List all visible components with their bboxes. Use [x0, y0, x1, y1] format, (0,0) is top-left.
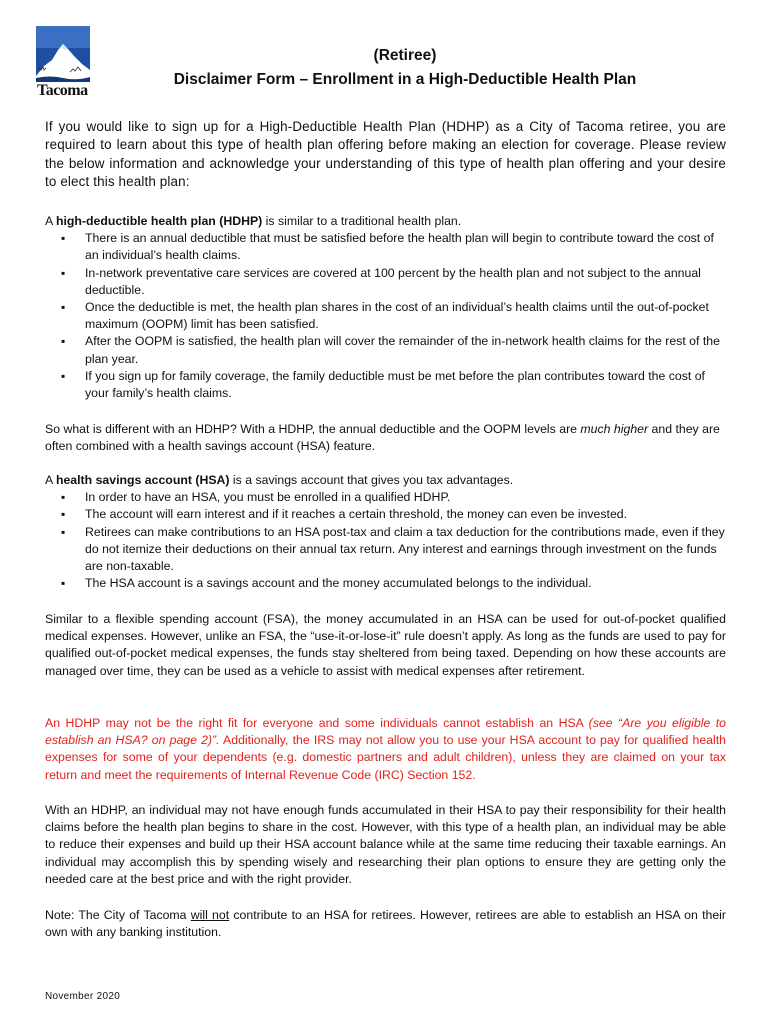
intro-paragraph: If you would like to sign up for a High-Deductible Health Plan (HDHP) as a City of Tacoma retiree, you are required to learn about this type of health plan offering before making an election for coverage. Please review the below information and acknowledge your understanding of this type of health plan offering and your desire to elect this health plan: [45, 119, 726, 189]
note-text-1: Note: The City of Tacoma [45, 908, 191, 922]
hdhp-lead-term: high-deductible health plan (HDHP) [55, 214, 263, 228]
hsa-bullet-list [45, 489, 726, 592]
list-item: ▪ If you sign up for family coverage, the family deductible must be met before the plan contributes toward the cost of your family’s health claims. [45, 368, 726, 402]
difference-paragraph [45, 421, 726, 455]
list-item: ▪ In order to have an HSA, you must be enrolled in a qualified HDHP. [45, 489, 726, 506]
title-line-1: (Retiree) [373, 47, 437, 64]
hsa-lead-term: health savings account (HSA) [55, 473, 230, 487]
warning-reference: (see “Are you eligible to establish an HSA? on page 2)”. [45, 716, 726, 748]
logo-wordmark: Tacoma [37, 82, 88, 99]
hsa-section [45, 472, 726, 592]
list-item: ▪ After the OOPM is satisfied, the health plan will cover the remainder of the in-network health claims for the rest of the plan year. [45, 333, 726, 367]
hdhp-lead-suffix: is similar to a traditional health plan. [262, 214, 462, 228]
note-text-2: contribute to an HSA for retirees. However, retirees are able to establish an HSA on their own with any banking institution. [45, 908, 726, 940]
list-item: ▪ Once the deductible is met, the health plan shares in the cost of an individual’s health claims until the out-of-pocket maximum (OOPM) limit has been satisfied. [45, 299, 726, 333]
note-emphasis: will not [190, 908, 230, 922]
list-item: ▪ Retirees can make contributions to an HSA post-tax and claim a tax deduction for the contributions made, even if they do not itemize their deductions on their annual tax return. Any interest and earnings through investment on the funds are non-taxable. [45, 524, 726, 576]
eligibility-warning [45, 715, 726, 784]
hsa-lead-prefix: A [45, 473, 56, 487]
hsa-lead [45, 472, 726, 489]
difference-emphasis: much higher [580, 422, 649, 436]
list-item: ▪ The account will earn interest and if it reaches a certain threshold, the money can even be invested. [45, 506, 726, 523]
list-item: ▪ There is an annual deductible that must be satisfied before the health plan will begin to contribute toward the cost of an individual’s health claims. [45, 230, 726, 264]
note-paragraph [45, 907, 726, 941]
hdhp-bullet-list [45, 230, 726, 402]
warning-text-2: Additionally, the IRS may not allow you to use your HSA account to pay for qualified health expenses for some of your dependents (e.g. domestic partners and adult children), unless they are claimed on your tax return and meet the requirements of Internal Revenue Code (IRC) Section 152. [45, 733, 726, 782]
difference-text-2: and they are often combined with a health savings account (HSA) feature. [45, 422, 720, 454]
fsa-paragraph: Similar to a flexible spending account (FSA), the money accumulated in an HSA can be used for out-of-pocket qualified medical expenses. However, unlike an FSA, the “use-it-or-lose-it” rule doesn’t apply. As long as the funds are used to pay for qualified out-of-pocket medical expenses, the funds stay sheltered from being taxed. Depending on how these accounts are managed over time, they can be used as a vehicle to assist with medical expenses after retirement. [45, 612, 726, 678]
hdhp-lead [45, 213, 726, 230]
list-item: ▪ The HSA account is a savings account and the money accumulated belongs to the individual. [45, 575, 726, 592]
warning-text-1: An HDHP may not be the right fit for everyone and some individuals cannot establish an HSA [45, 716, 589, 730]
title-line-2: Disclaimer Form – Enrollment in a High-Deductible Health Plan [173, 71, 637, 88]
hdhp-section [45, 213, 726, 402]
list-item: ▪ In-network preventative care services are covered at 100 percent by the health plan and not subject to the annual deductible. [45, 265, 726, 299]
funds-paragraph: With an HDHP, an individual may not have enough funds accumulated in their HSA to pay their responsibility for their health claims before the health plan begins to share in the cost. However, with this type of a health plan, an individual may be able to reduce their expenses and build up their HSA account balance while at the same time reducing their taxable earnings. An individual may accomplish this by spending wisely and researching their plan options to ensure they are getting only the needed care at the best price and with the right provider. [45, 803, 726, 886]
document-title [100, 44, 710, 92]
hdhp-lead-prefix: A [45, 214, 56, 228]
hsa-lead-suffix: is a savings account that gives you tax advantages. [229, 473, 514, 487]
footer-date: November 2020 [45, 991, 121, 1002]
difference-text-1: So what is different with an HDHP? With a HDHP, the annual deductible and the OOPM levels are [45, 422, 581, 436]
